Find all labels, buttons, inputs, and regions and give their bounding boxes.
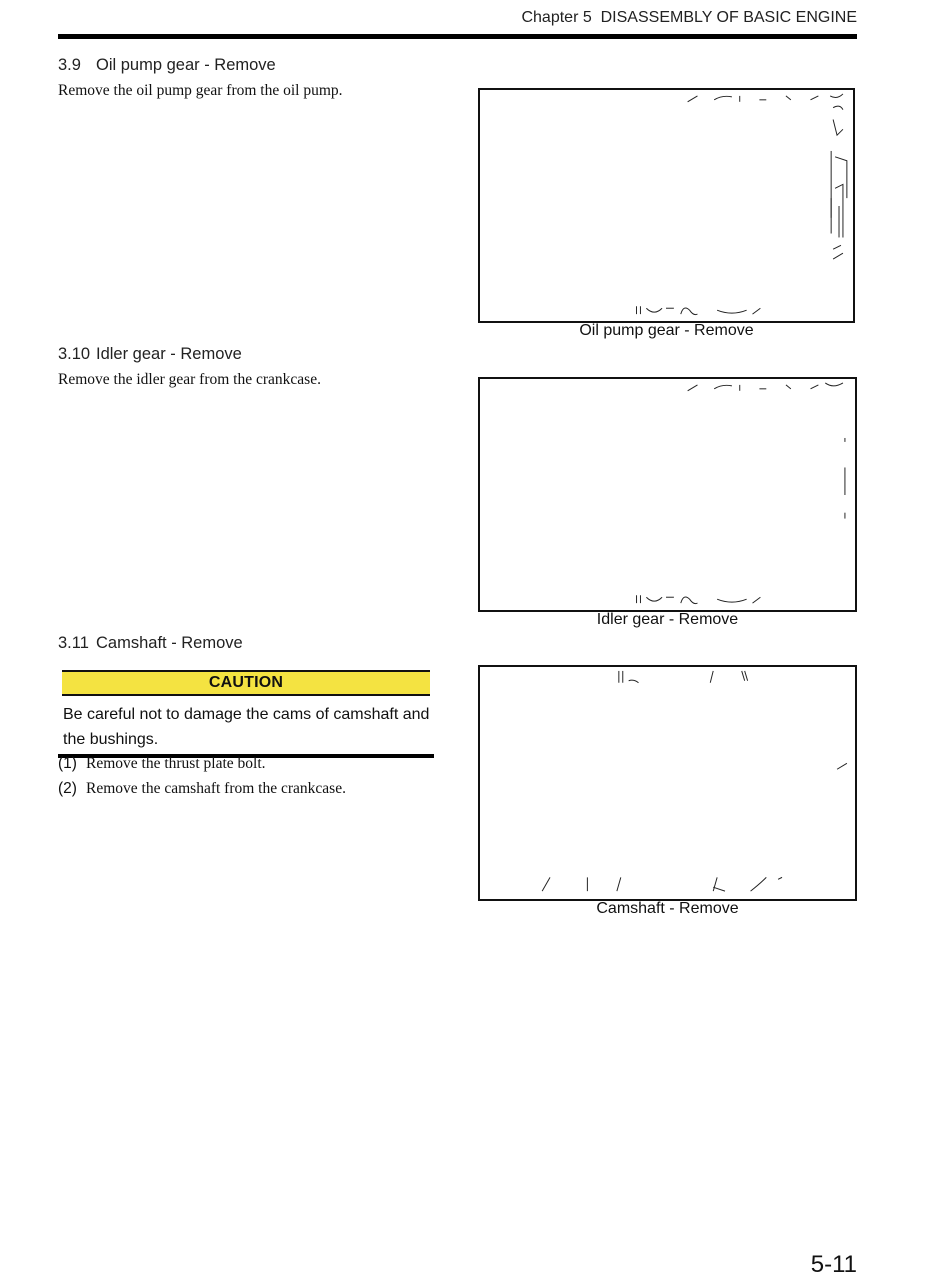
section-title-idler-gear (58, 345, 242, 364)
section-heading: Oil pump gear - Remove (96, 56, 276, 74)
step-number: (1) (58, 755, 77, 772)
figure-sketch-oil-pump (480, 90, 853, 321)
caution-line: Be careful not to damage the cams of camshaft and (63, 706, 430, 723)
step-text: Remove the camshaft from the crankcase. (86, 780, 346, 797)
caution-line: the bushings. (63, 731, 159, 748)
figure-caption: Idler gear - Remove (596, 611, 739, 628)
figure-sketch-idler-gear (480, 379, 855, 610)
page-header (521, 9, 857, 27)
section-title-oil-pump-gear (58, 56, 276, 75)
section-number: 3.9 (58, 56, 81, 74)
chapter-label: Chapter 5 (521, 9, 592, 26)
section-heading: Camshaft - Remove (96, 634, 243, 652)
step-item (58, 780, 346, 798)
figure-idler-gear (478, 377, 857, 612)
section-title-camshaft (58, 634, 243, 653)
section-text: Remove the idler gear from the crankcase. (58, 371, 321, 388)
step-number: (2) (58, 780, 77, 797)
figure-caption: Oil pump gear - Remove (579, 322, 754, 339)
section-number: 3.11 (58, 634, 89, 652)
figure-sketch-camshaft (480, 667, 855, 899)
caution-box (58, 670, 434, 758)
page-number: 5-11 (810, 1251, 857, 1278)
figure-camshaft (478, 665, 857, 901)
figure-oil-pump-gear (478, 88, 855, 323)
caution-message (58, 696, 434, 752)
header-rule (58, 34, 857, 39)
section-heading: Idler gear - Remove (96, 345, 242, 363)
section-text: Remove the oil pump gear from the oil pump. (58, 82, 343, 99)
figure-caption: Camshaft - Remove (596, 900, 739, 917)
caution-label: CAUTION (62, 670, 430, 696)
step-item (58, 755, 266, 773)
step-text: Remove the thrust plate bolt. (86, 755, 266, 772)
section-number: 3.10 (58, 345, 91, 363)
chapter-title: DISASSEMBLY OF BASIC ENGINE (600, 9, 857, 26)
